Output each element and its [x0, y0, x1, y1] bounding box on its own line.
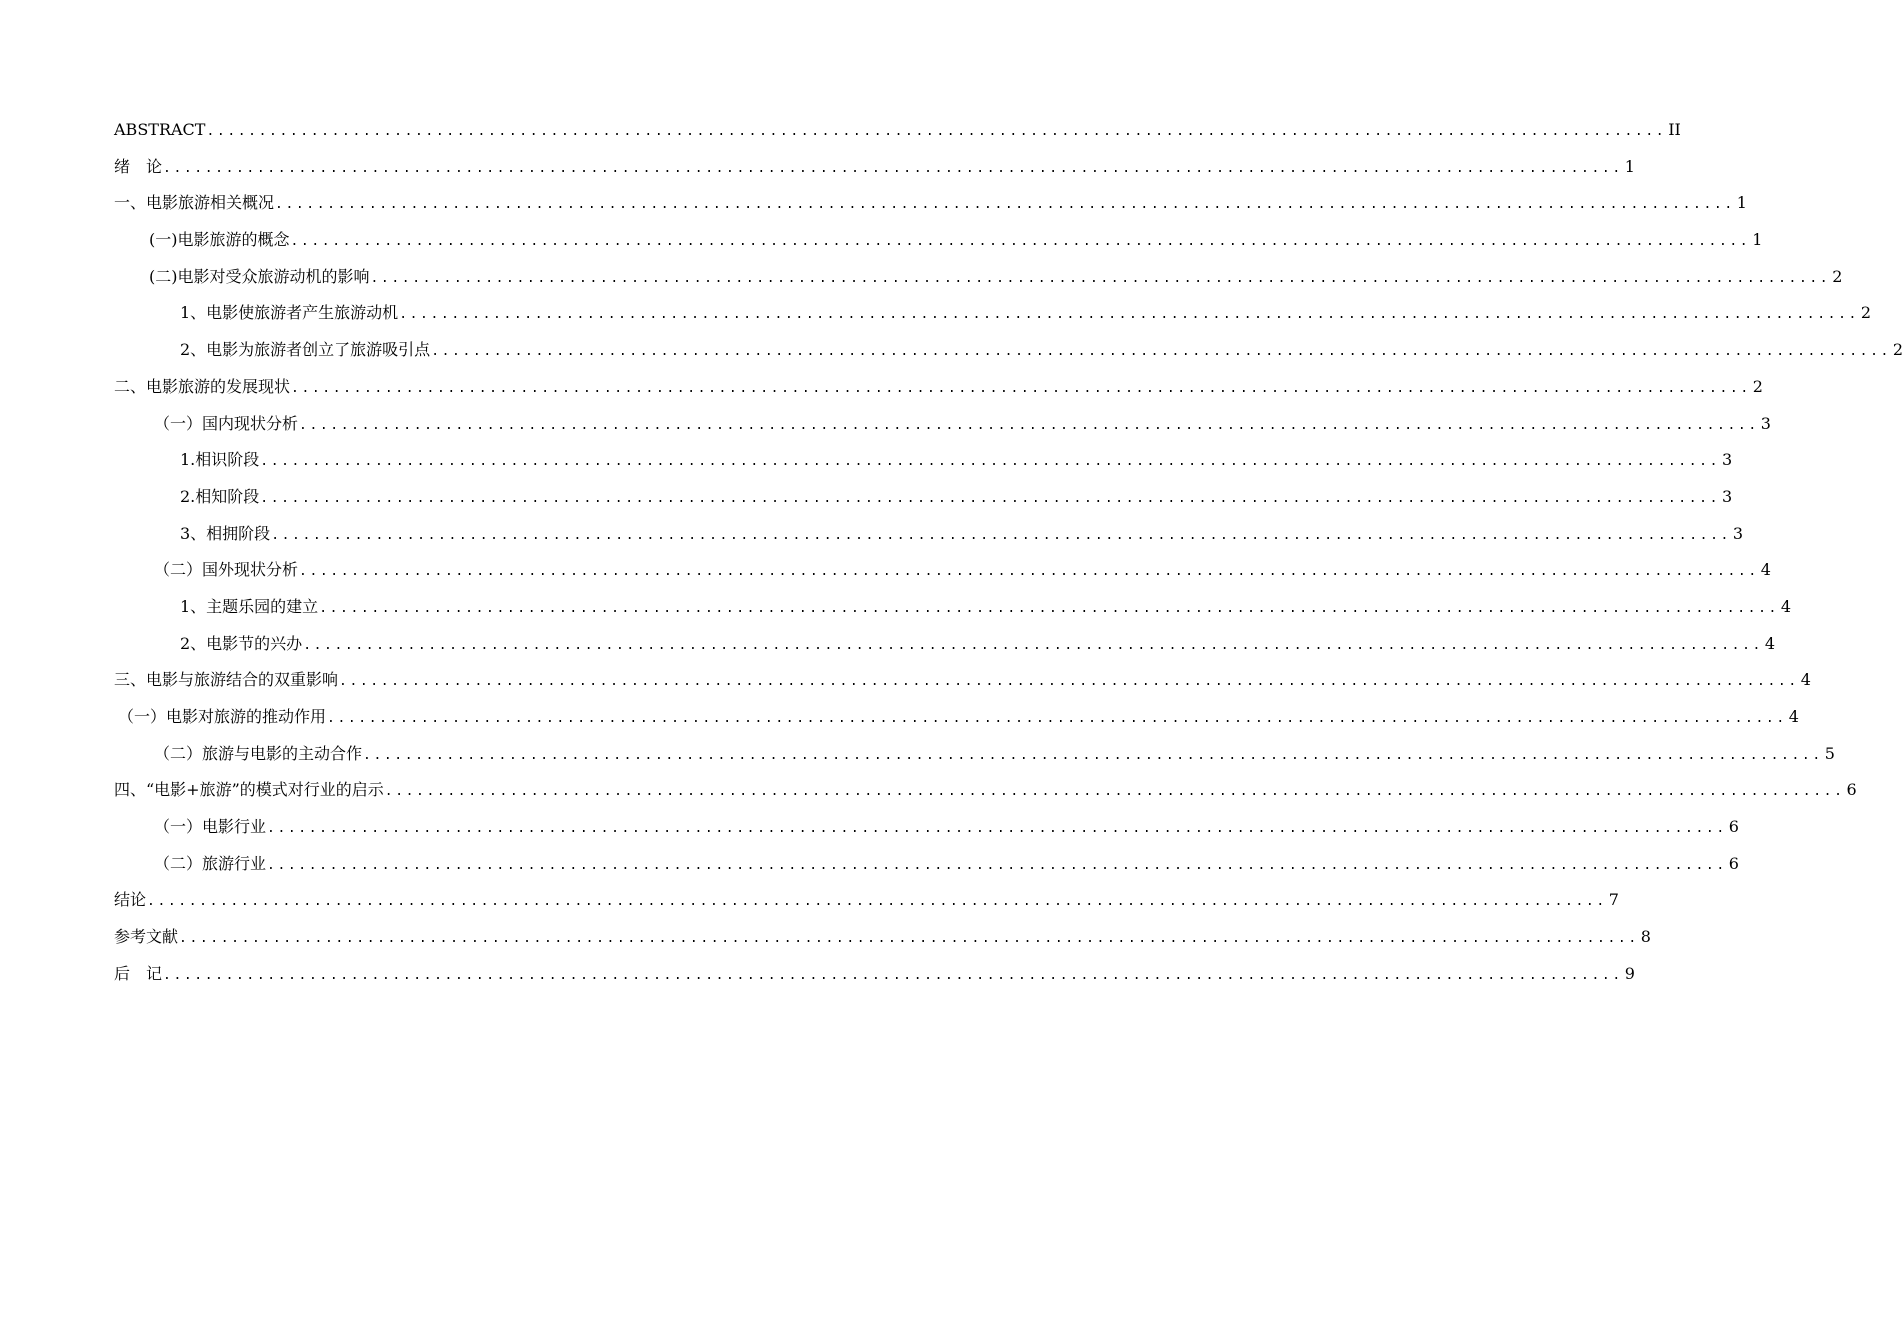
toc-dot-leader: ............................................................................................................................................	[260, 454, 1721, 470]
toc-dot-leader: ............................................................................................................................................	[267, 857, 1727, 873]
toc-entry-page-number: 4	[1788, 707, 1799, 726]
toc-entry[interactable]	[114, 662, 1811, 699]
toc-dot-leader: ............................................................................................................................................	[290, 234, 1751, 250]
toc-entry-page-number: II	[1668, 120, 1681, 139]
toc-entry[interactable]	[114, 552, 1771, 589]
toc-entry[interactable]	[114, 479, 1733, 516]
toc-entry[interactable]	[114, 295, 1872, 332]
table-of-contents	[114, 112, 1903, 993]
toc-dot-leader: ............................................................................................................................................	[163, 160, 1623, 176]
toc-dot-leader: ............................................................................................................................................	[275, 197, 1735, 213]
toc-entry[interactable]	[114, 369, 1763, 406]
toc-entry-title: 3、相拥阶段	[180, 523, 271, 543]
toc-dot-leader: ............................................................................................................................................	[299, 564, 1759, 580]
toc-entry-title: 2、电影为旅游者创立了旅游吸引点	[180, 340, 431, 360]
toc-entry[interactable]	[114, 185, 1747, 222]
toc-entry[interactable]	[114, 442, 1733, 479]
toc-dot-leader: ............................................................................................................................................	[370, 270, 1831, 286]
toc-entry-title: 1、主题乐园的建立	[180, 596, 319, 616]
toc-entry-title: 1.相识阶段	[180, 450, 260, 470]
toc-dot-leader: ............................................................................................................................................	[299, 417, 1759, 433]
toc-entry-title: 2、电影节的兴办	[180, 633, 303, 653]
toc-entry-page-number: 2	[1752, 376, 1763, 396]
toc-entry-page-number: 6	[1728, 817, 1739, 837]
toc-dot-leader: ............................................................................................................................................	[339, 674, 1799, 690]
toc-entry-page-number: 3	[1760, 413, 1771, 433]
toc-entry[interactable]	[114, 149, 1635, 186]
toc-entry-title: 绪 论	[114, 156, 163, 176]
toc-entry-page-number: 9	[1624, 963, 1635, 983]
toc-entry-page-number: 3	[1722, 486, 1733, 506]
toc-dot-leader: ............................................................................................................................................	[363, 747, 1823, 763]
toc-entry-title: (二)电影对受众旅游动机的影响	[149, 266, 370, 286]
toc-entry-page-number: 2	[1860, 303, 1872, 323]
toc-entry-title: （一）国内现状分析	[154, 413, 299, 433]
toc-dot-leader: ............................................................................................................................................	[399, 307, 1859, 323]
toc-entry-title: 四、“电影+旅游”的模式对行业的启示	[114, 780, 384, 800]
toc-entry-page-number: 6	[1728, 853, 1739, 873]
toc-entry[interactable]	[114, 919, 1651, 956]
toc-entry-page-number: 3	[1732, 523, 1744, 543]
toc-entry-title: （二）旅游行业	[154, 853, 267, 873]
toc-entry[interactable]	[114, 516, 1744, 553]
toc-entry[interactable]	[114, 772, 1857, 809]
toc-entry-page-number: 7	[1608, 890, 1619, 910]
toc-dot-leader: ............................................................................................................................................	[206, 124, 1667, 139]
toc-entry-title: 1、电影使旅游者产生旅游动机	[180, 303, 399, 323]
toc-entry-title: 三、电影与旅游结合的双重影响	[114, 670, 339, 690]
toc-entry[interactable]	[114, 699, 1799, 736]
toc-entry-title: 一、电影旅游相关概况	[114, 193, 275, 213]
toc-entry[interactable]	[114, 222, 1763, 259]
toc-entry-title: 二、电影旅游的发展现状	[114, 376, 291, 396]
toc-entry-title: 2.相知阶段	[180, 486, 260, 506]
toc-entry-page-number: 1	[1624, 156, 1635, 176]
toc-entry[interactable]	[114, 626, 1776, 663]
toc-entry-page-number: 5	[1824, 743, 1835, 763]
toc-entry[interactable]	[114, 736, 1835, 773]
toc-dot-leader: ............................................................................................................................................	[431, 344, 1891, 360]
toc-entry[interactable]	[114, 406, 1771, 443]
toc-entry-page-number: 2	[1892, 340, 1903, 360]
toc-dot-leader: ............................................................................................................................................	[163, 967, 1623, 983]
toc-entry[interactable]	[114, 809, 1739, 846]
toc-entry[interactable]	[114, 846, 1739, 883]
toc-entry[interactable]	[114, 882, 1619, 919]
toc-entry-title: 参考文献	[114, 927, 179, 947]
toc-dot-leader: ............................................................................................................................................	[319, 600, 1779, 616]
toc-entry-title: （一）电影行业	[154, 817, 267, 837]
toc-entry[interactable]	[114, 259, 1843, 296]
toc-entry-page-number: 4	[1800, 670, 1811, 690]
toc-entry-page-number: 3	[1722, 450, 1733, 470]
toc-entry-page-number: 4	[1780, 596, 1792, 616]
toc-entry-title: (一)电影旅游的概念	[149, 230, 290, 250]
toc-entry-page-number: 8	[1640, 927, 1651, 947]
toc-dot-leader: ............................................................................................................................................	[271, 527, 1731, 543]
toc-entry-title: 结论	[114, 890, 147, 910]
toc-entry-page-number: 6	[1846, 780, 1857, 800]
toc-dot-leader: ............................................................................................................................................	[303, 637, 1763, 653]
toc-dot-leader: ............................................................................................................................................	[260, 490, 1721, 506]
toc-entry-title: （一）电影对旅游的推动作用	[118, 707, 327, 726]
toc-dot-leader: ............................................................................................................................................	[384, 784, 1845, 800]
toc-entry-page-number: 1	[1736, 193, 1747, 213]
toc-dot-leader: ............................................................................................................................................	[267, 821, 1727, 837]
toc-entry-title: 后 记	[114, 963, 163, 983]
toc-dot-leader: ............................................................................................................................................	[327, 711, 1787, 726]
toc-entry-page-number: 4	[1760, 560, 1771, 580]
toc-entry-page-number: 2	[1832, 266, 1843, 286]
toc-entry-title: ABSTRACT	[114, 120, 206, 139]
toc-entry[interactable]	[114, 112, 1681, 149]
toc-entry-page-number: 1	[1752, 230, 1763, 250]
toc-dot-leader: ............................................................................................................................................	[291, 380, 1751, 396]
toc-entry-page-number: 4	[1764, 633, 1776, 653]
toc-entry[interactable]	[114, 589, 1792, 626]
toc-entry[interactable]	[114, 332, 1903, 369]
toc-entry-title: （二）国外现状分析	[154, 560, 299, 580]
toc-dot-leader: ............................................................................................................................................	[179, 931, 1639, 947]
toc-entry-title: （二）旅游与电影的主动合作	[154, 743, 363, 763]
toc-entry[interactable]	[114, 956, 1635, 993]
toc-dot-leader: ............................................................................................................................................	[147, 894, 1607, 910]
